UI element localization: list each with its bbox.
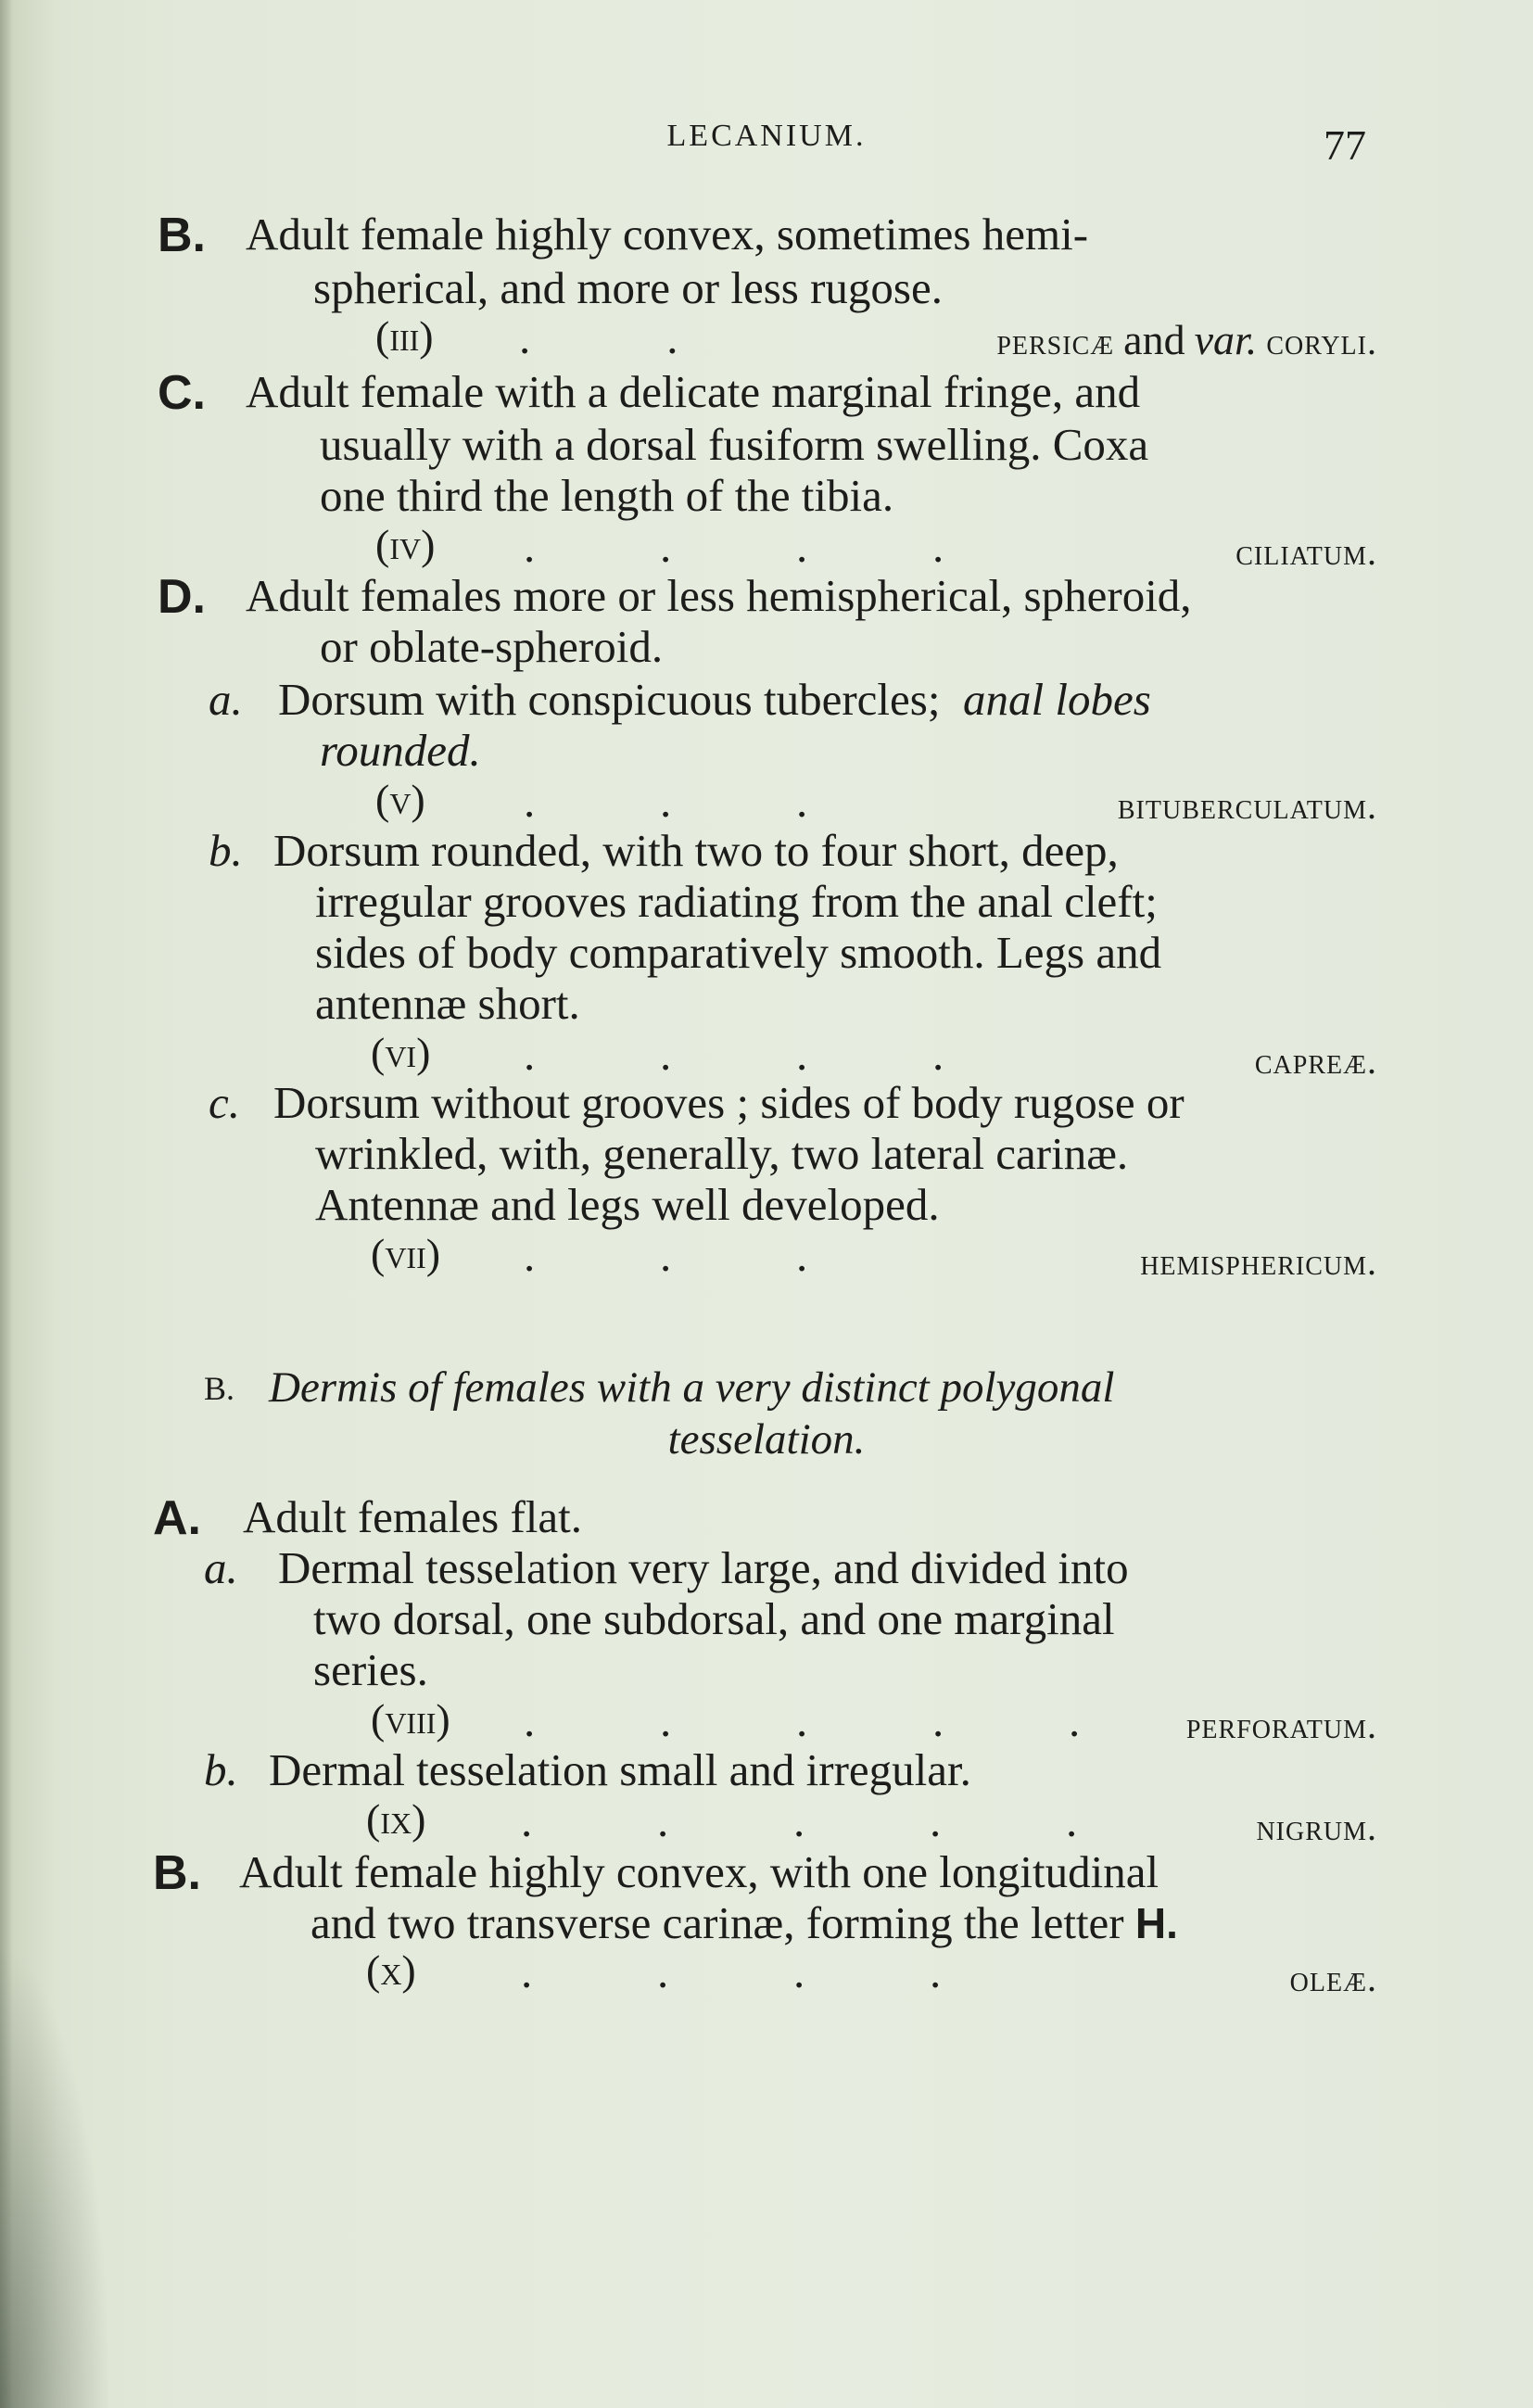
ref-x-dots: . . . . bbox=[521, 1946, 942, 1997]
sub-c-text-line1: Dorsum without grooves ; sides of body rugose or bbox=[273, 1077, 1185, 1128]
b-entry-B-text-line1: Adult female highly convex, with one longitudinal bbox=[239, 1846, 1159, 1897]
species-ciliatum: ciliatum. bbox=[1235, 531, 1377, 573]
entry-B-line1: B. bbox=[158, 209, 206, 262]
ref-v-dots: . . . bbox=[524, 776, 808, 827]
b-entry-B-letter: B. bbox=[153, 1846, 201, 1900]
ref-viii: (viii) bbox=[371, 1695, 450, 1743]
b-sub-a-text-line2: two dorsal, one subdorsal, and one marginal bbox=[313, 1593, 1115, 1644]
sub-b-label: b. bbox=[209, 825, 243, 876]
entry-C-letter: C. bbox=[158, 366, 206, 420]
ref-iv-dots: . . . . bbox=[524, 521, 944, 572]
species-bituberculatum: bituberculatum. bbox=[1117, 785, 1377, 827]
b-sub-a-text-line1: Dermal tesselation very large, and divided into bbox=[278, 1542, 1129, 1593]
b-entry-A-text: Adult females flat. bbox=[243, 1491, 583, 1542]
entry-D-letter: D. bbox=[158, 570, 206, 624]
entry-B-text-line2: spherical, and more or less rugose. bbox=[313, 262, 943, 313]
b-entry-A-letter: A. bbox=[153, 1491, 201, 1545]
species-oleae: oleæ. bbox=[1289, 1958, 1377, 1999]
b-entry-B-text-line2: and two transverse carinæ, forming the letter H. bbox=[310, 1897, 1178, 1948]
ref-x: (x) bbox=[366, 1946, 416, 1994]
page-number: 77 bbox=[1324, 121, 1366, 169]
section-B-label: B. bbox=[204, 1370, 235, 1407]
sub-a-text-line1: Dorsum with conspicuous tubercles; anal lobes bbox=[278, 674, 1151, 725]
ref-ix-dots: . . . . . bbox=[521, 1795, 1078, 1846]
ref-v: (v) bbox=[375, 776, 425, 823]
entry-C-text-line1: Adult female with a delicate marginal fringe, and bbox=[246, 366, 1141, 417]
b-sub-a-text-line3: series. bbox=[313, 1644, 428, 1695]
entry-C-text-line3: one third the length of the tibia. bbox=[320, 470, 894, 521]
section-B-heading-line2: tesselation. bbox=[667, 1415, 866, 1464]
sub-c-label: c. bbox=[209, 1077, 240, 1128]
species-capreae: capreæ. bbox=[1254, 1040, 1377, 1082]
entry-D-text-line2: or oblate-spheroid. bbox=[320, 621, 664, 672]
species-perforatum: perforatum. bbox=[1185, 1705, 1377, 1746]
section-B-heading-line1: Dermis of females with a very distinct polygonal bbox=[269, 1363, 1115, 1412]
b-sub-b-label: b. bbox=[204, 1744, 238, 1795]
entry-C-text-line2: usually with a dorsal fusiform swelling. Coxa bbox=[320, 419, 1149, 470]
species-persicae: persicæ and var. coryli. bbox=[996, 316, 1377, 363]
entry-D-text-line1: Adult females more or less hemispherical, spheroid, bbox=[246, 570, 1192, 621]
sub-b-text-line1: Dorsum rounded, with two to four short, deep, bbox=[273, 825, 1119, 876]
sub-b-text-line4: antennæ short. bbox=[315, 978, 580, 1029]
ref-iii-dots: . . bbox=[519, 312, 678, 363]
ref-vi: (vi) bbox=[371, 1029, 431, 1076]
sub-a-label: a. bbox=[209, 674, 243, 725]
sub-b-text-line3: sides of body comparatively smooth. Legs and bbox=[315, 927, 1162, 978]
sub-c-text-line2: wrinkled, with, generally, two lateral carinæ. bbox=[315, 1128, 1129, 1179]
ref-iv: (iv) bbox=[375, 521, 436, 568]
b-sub-b-text: Dermal tesselation small and irregular. bbox=[269, 1744, 971, 1795]
sub-a-text-line2: rounded. bbox=[320, 725, 481, 776]
ref-viii-dots: . . . . . bbox=[524, 1695, 1081, 1746]
ref-vi-dots: . . . . bbox=[524, 1029, 944, 1080]
species-nigrum: nigrum. bbox=[1256, 1806, 1377, 1848]
entry-B-text-line1: Adult female highly convex, sometimes hemi- bbox=[246, 209, 1089, 260]
sub-b-text-line2: irregular grooves radiating from the anal cleft; bbox=[315, 876, 1158, 927]
ref-vii-dots: . . . bbox=[524, 1230, 808, 1281]
b-sub-a-label: a. bbox=[204, 1542, 238, 1593]
running-title: LECANIUM. bbox=[666, 119, 867, 153]
sub-c-text-line3: Antennæ and legs well developed. bbox=[315, 1179, 940, 1230]
ref-vii: (vii) bbox=[371, 1230, 441, 1277]
ref-iii: (iii) bbox=[375, 312, 434, 360]
page-corner-shadow bbox=[0, 1945, 111, 2408]
ref-ix: (ix) bbox=[366, 1795, 426, 1843]
species-hemisphericum: hemisphericum. bbox=[1140, 1241, 1377, 1283]
